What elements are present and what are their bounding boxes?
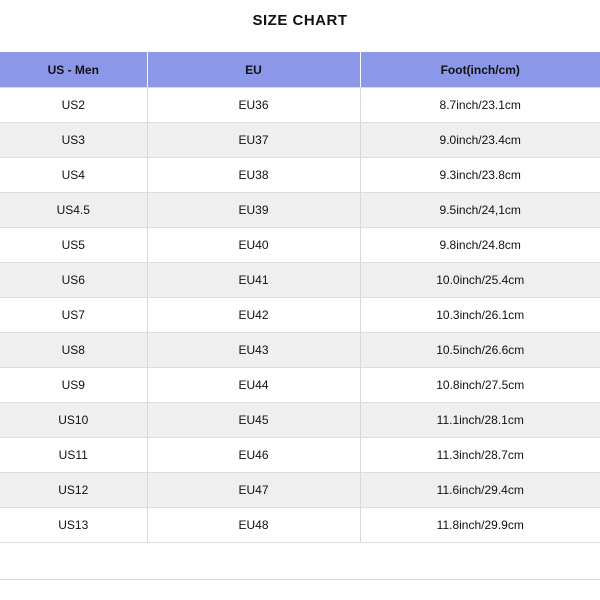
- cell-eu-size: EU41: [147, 263, 360, 298]
- cell-foot-length: 9.3inch/23.8cm: [360, 158, 600, 193]
- cell-us-size: US4: [0, 158, 147, 193]
- cell-eu-size: EU39: [147, 193, 360, 228]
- page-title: SIZE CHART: [252, 12, 348, 29]
- cell-foot-length: 11.8inch/29.9cm: [360, 508, 600, 543]
- cell-eu-size: EU40: [147, 228, 360, 263]
- table-header-row: [0, 52, 600, 88]
- table-row: [0, 263, 600, 298]
- column-header-us-men: US - Men: [0, 52, 147, 88]
- cell-eu-size: EU45: [147, 403, 360, 438]
- cell-us-size: US2: [0, 88, 147, 123]
- column-header-foot: Foot(inch/cm): [360, 52, 600, 88]
- table-row: [0, 193, 600, 228]
- cell-us-size: US6: [0, 263, 147, 298]
- table-row: [0, 473, 600, 508]
- cell-foot-length: 9.0inch/23.4cm: [360, 123, 600, 158]
- table-row: [0, 368, 600, 403]
- cell-eu-size: EU48: [147, 508, 360, 543]
- column-header-eu: EU: [147, 52, 360, 88]
- cell-foot-length: 10.0inch/25.4cm: [360, 263, 600, 298]
- cell-foot-length: 11.3inch/28.7cm: [360, 438, 600, 473]
- cell-eu-size: EU44: [147, 368, 360, 403]
- table-row: [0, 508, 600, 543]
- cell-us-size: US12: [0, 473, 147, 508]
- bottom-divider: [0, 579, 600, 580]
- cell-us-size: US7: [0, 298, 147, 333]
- cell-foot-length: 11.1inch/28.1cm: [360, 403, 600, 438]
- cell-eu-size: EU36: [147, 88, 360, 123]
- cell-eu-size: EU37: [147, 123, 360, 158]
- size-chart-table: [0, 52, 600, 543]
- cell-us-size: US11: [0, 438, 147, 473]
- cell-eu-size: EU43: [147, 333, 360, 368]
- cell-eu-size: EU46: [147, 438, 360, 473]
- cell-eu-size: EU47: [147, 473, 360, 508]
- cell-us-size: US10: [0, 403, 147, 438]
- cell-us-size: US9: [0, 368, 147, 403]
- table-row: [0, 438, 600, 473]
- table-row: [0, 88, 600, 123]
- cell-us-size: US8: [0, 333, 147, 368]
- table-row: [0, 333, 600, 368]
- cell-us-size: US4.5: [0, 193, 147, 228]
- cell-foot-length: 9.5inch/24,1cm: [360, 193, 600, 228]
- table-row: [0, 123, 600, 158]
- cell-foot-length: 9.8inch/24.8cm: [360, 228, 600, 263]
- cell-eu-size: EU42: [147, 298, 360, 333]
- cell-eu-size: EU38: [147, 158, 360, 193]
- table-row: [0, 228, 600, 263]
- cell-foot-length: 10.3inch/26.1cm: [360, 298, 600, 333]
- cell-foot-length: 10.8inch/27.5cm: [360, 368, 600, 403]
- cell-us-size: US3: [0, 123, 147, 158]
- cell-us-size: US5: [0, 228, 147, 263]
- cell-foot-length: 11.6inch/29.4cm: [360, 473, 600, 508]
- cell-us-size: US13: [0, 508, 147, 543]
- table-row: [0, 403, 600, 438]
- table-row: [0, 158, 600, 193]
- cell-foot-length: 8.7inch/23.1cm: [360, 88, 600, 123]
- table-row: [0, 298, 600, 333]
- cell-foot-length: 10.5inch/26.6cm: [360, 333, 600, 368]
